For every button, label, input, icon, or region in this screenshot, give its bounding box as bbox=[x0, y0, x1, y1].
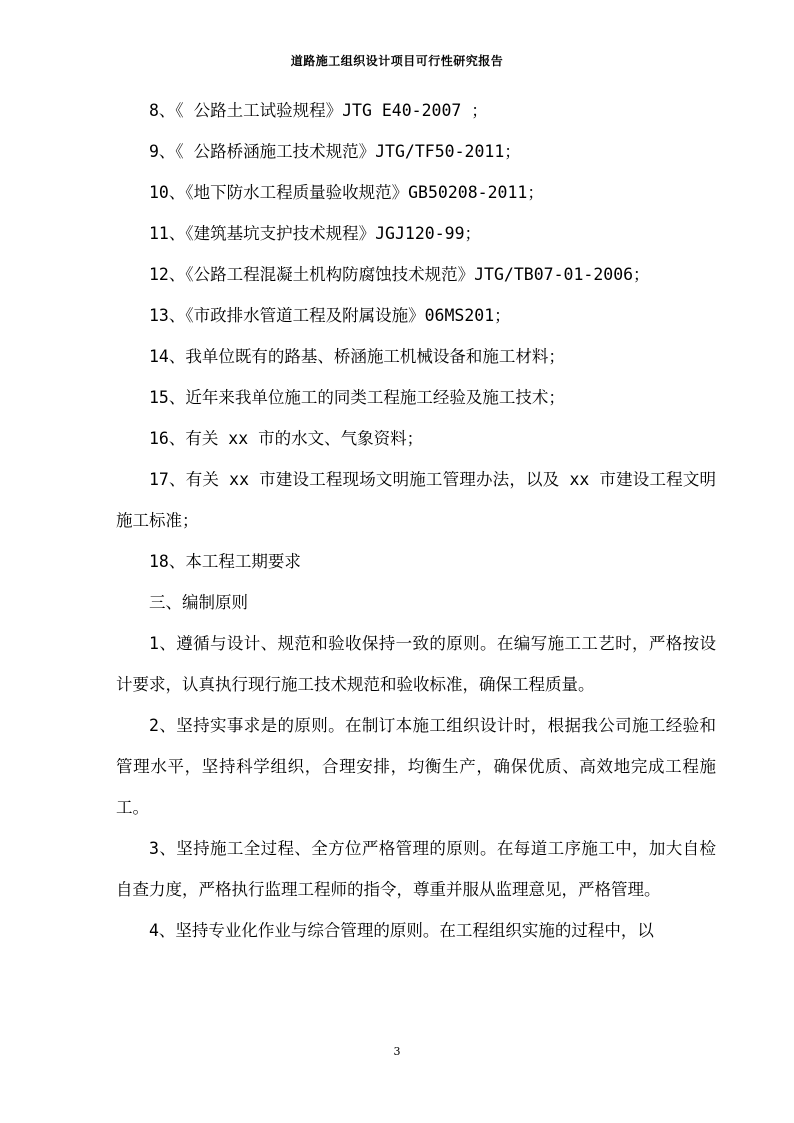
reference-item-12: 12、《公路工程混凝土机构防腐蚀技术规范》JTG/TB07-01-2006； bbox=[149, 265, 650, 284]
section-heading: 三、编制原则 bbox=[149, 593, 248, 612]
principle-4: 4、坚持专业化作业与综合管理的原则。在工程组织实施的过程中，以 bbox=[149, 921, 654, 940]
reference-item-15: 15、近年来我单位施工的同类工程施工经验及施工技术； bbox=[149, 388, 565, 407]
reference-item-17: 17、有关 xx 市建设工程现场文明施工管理办法，以及 xx 市建设工程文明施工标准； bbox=[116, 470, 716, 530]
reference-item-11: 11、《建筑基坑支护技术规程》JGJ120-99； bbox=[149, 224, 482, 243]
principle-3: 3、坚持施工全过程、全方位严格管理的原则。在每道工序施工中，加大自检自查力度，严格执行监理工程师的指令，尊重并服从监理意见，严格管理。 bbox=[116, 839, 716, 899]
page-number: 3 bbox=[393, 1045, 401, 1058]
reference-item-14: 14、我单位既有的路基、桥涵施工机械设备和施工材料； bbox=[149, 347, 565, 366]
reference-item-8: 8、《 公路土工试验规程》JTG E40-2007 ； bbox=[149, 101, 488, 120]
page-header: 道路施工组织设计项目可行性研究报告 bbox=[290, 54, 504, 68]
reference-item-9: 9、《 公路桥涵施工技术规范》JTG/TF50-2011； bbox=[149, 142, 521, 161]
reference-item-10: 10、《地下防水工程质量验收规范》GB50208-2011； bbox=[149, 183, 544, 202]
reference-item-18: 18、本工程工期要求 bbox=[149, 552, 301, 571]
principle-2: 2、坚持实事求是的原则。在制订本施工组织设计时，根据我公司施工经验和管理水平，坚持科学组织，合理安排，均衡生产，确保优质、高效地完成工程施工。 bbox=[116, 716, 716, 817]
document-body bbox=[116, 90, 716, 951]
reference-item-13: 13、《市政排水管道工程及附属设施》06MS201； bbox=[149, 306, 511, 325]
reference-item-16: 16、有关 xx 市的水文、气象资料； bbox=[149, 429, 424, 448]
principle-1: 1、遵循与设计、规范和验收保持一致的原则。在编写施工工艺时，严格按设计要求，认真执行现行施工技术规范和验收标准，确保工程质量。 bbox=[116, 634, 716, 694]
